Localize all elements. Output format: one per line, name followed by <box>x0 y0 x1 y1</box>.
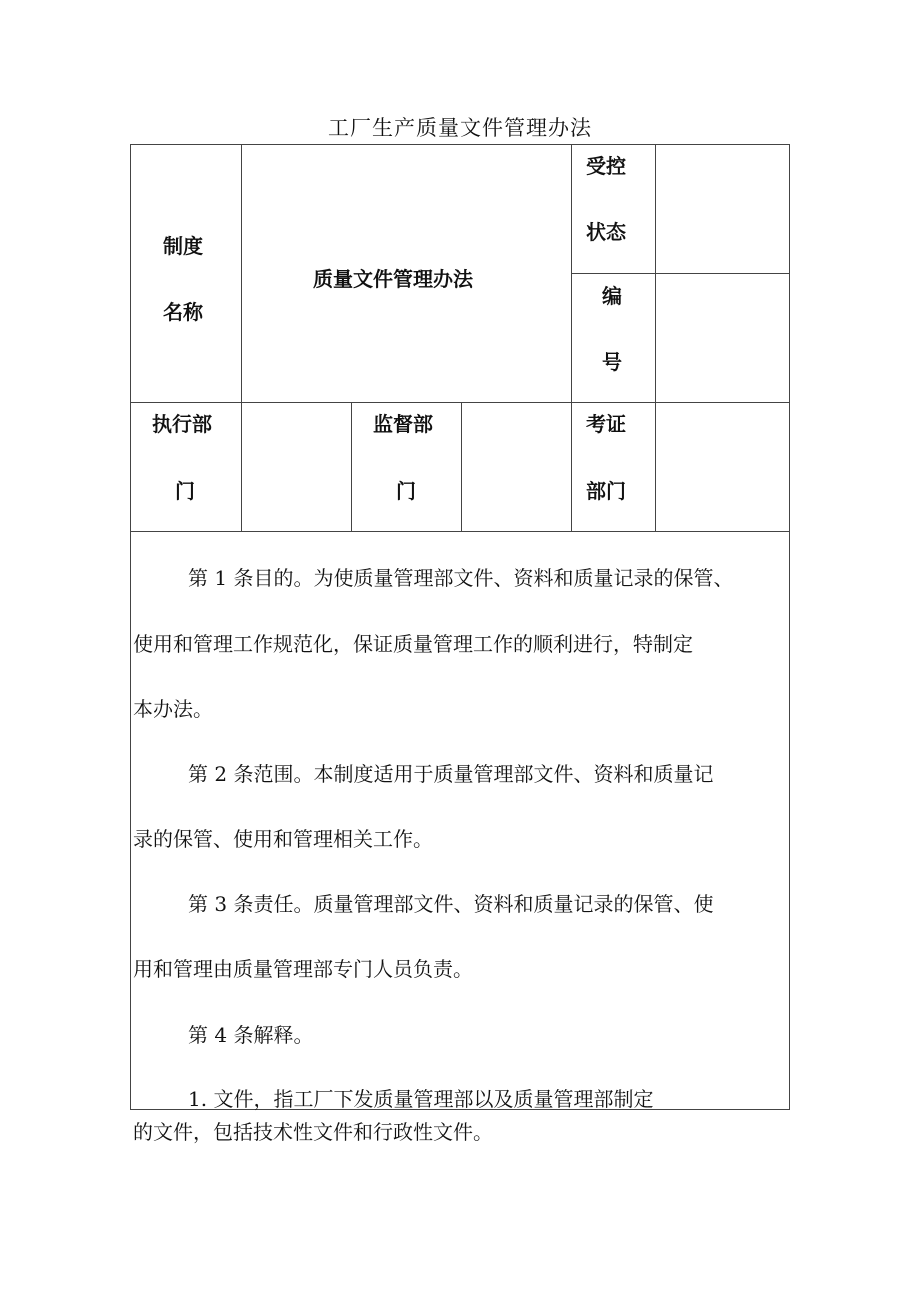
system-name-value: 质量文件管理办法 <box>313 267 473 291</box>
body-line: 用和管理由质量管理部专门人员负责。 <box>133 957 473 981</box>
examination-dept-label: 考证 <box>586 412 626 436</box>
execution-dept-label: 门 <box>175 479 195 503</box>
body-line: 本办法。 <box>133 697 213 721</box>
table-divider <box>571 273 790 274</box>
document-number-label: 编 <box>602 284 622 308</box>
table-divider <box>241 144 242 531</box>
examination-dept-label: 部门 <box>586 479 626 503</box>
body-line: 第 3 条责任。质量管理部文件、资料和质量记录的保管、使 <box>188 892 714 916</box>
body-line: 1. 文件，指工厂下发质量管理部以及质量管理部制定 <box>188 1087 654 1111</box>
body-line: 使用和管理工作规范化，保证质量管理工作的顺利进行，特制定 <box>133 632 693 656</box>
body-line: 第 2 条范围。本制度适用于质量管理部文件、资料和质量记 <box>188 762 714 786</box>
table-divider <box>130 402 790 403</box>
supervision-dept-label: 门 <box>396 479 416 503</box>
body-line: 第 4 条解释。 <box>188 1023 314 1047</box>
body-line: 第 1 条目的。为使质量管理部文件、资料和质量记录的保管、 <box>188 566 734 590</box>
table-divider <box>461 402 462 531</box>
document-title: 工厂生产质量文件管理办法 <box>328 116 592 140</box>
table-divider <box>655 144 656 531</box>
table-divider <box>571 144 572 531</box>
table-divider <box>130 531 790 532</box>
execution-dept-label: 执行部 <box>152 412 212 436</box>
supervision-dept-label: 监督部 <box>373 412 433 436</box>
body-line: 的文件，包括技术性文件和行政性文件。 <box>133 1120 493 1144</box>
table-divider <box>351 402 352 531</box>
system-name-label: 名称 <box>163 300 203 324</box>
control-status-label: 状态 <box>586 220 626 244</box>
body-line: 录的保管、使用和管理相关工作。 <box>133 827 433 851</box>
system-name-label: 制度 <box>163 234 203 258</box>
document-number-label: 号 <box>602 350 622 374</box>
control-status-label: 受控 <box>586 154 626 178</box>
